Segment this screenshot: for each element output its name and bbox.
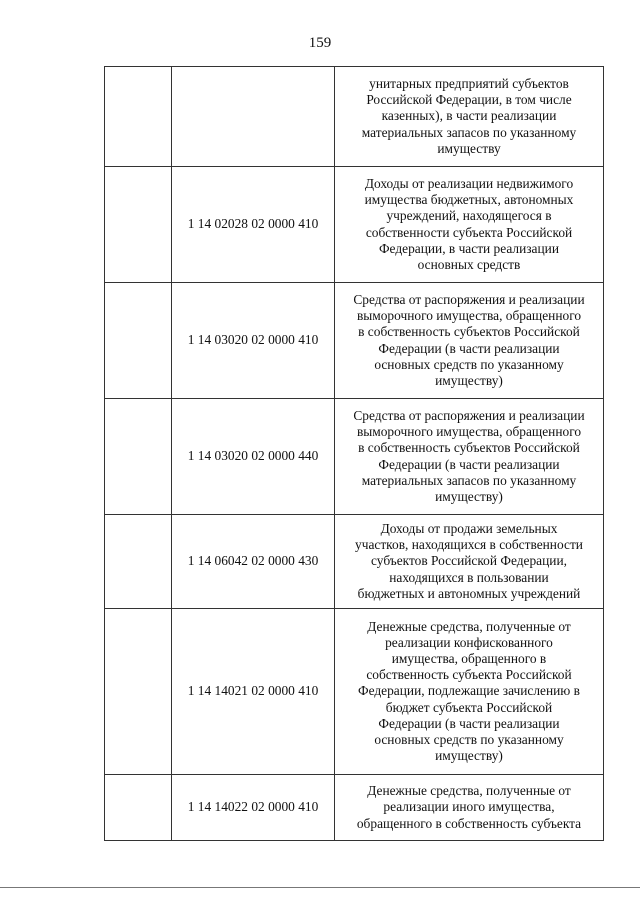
description-line: имуществу): [435, 748, 503, 764]
description-line: выморочного имущества, обращенного: [356, 424, 582, 440]
row-number-cell: [105, 167, 172, 283]
description-line: находящихся в пользовании: [389, 569, 549, 585]
table-row: [105, 609, 604, 775]
row-number-cell: [105, 775, 172, 841]
description-line: имущества бюджетных, автономных: [364, 192, 574, 208]
row-number-cell: [105, 67, 172, 167]
description-line: Средства от распоряжения и реализации: [353, 407, 585, 423]
table-row: [105, 399, 604, 515]
budget-code-cell: [172, 67, 335, 167]
description-line: реализации иного имущества,: [383, 799, 555, 815]
description-line: имуществу): [435, 488, 503, 504]
description-line: обращенного в собственность субъекта: [356, 815, 582, 831]
description-line: Доходы от реализации недвижимого: [364, 175, 574, 191]
description-cell: [335, 283, 604, 399]
description-line: в собственность субъектов Российской: [358, 324, 580, 340]
description-line: имуществу: [437, 140, 501, 156]
row-number-cell: [105, 399, 172, 515]
description-line: собственность субъекта Российской: [366, 667, 572, 683]
budget-code-cell: 1 14 06042 02 0000 430: [172, 515, 335, 609]
description-line: Федерации (в части реализации: [378, 340, 560, 356]
description-line: Средства от распоряжения и реализации: [353, 291, 585, 307]
description-line: Доходы от продажи земельных: [380, 520, 558, 536]
bottom-rule: [0, 887, 640, 888]
budget-code-table: [104, 66, 604, 841]
budget-code-cell: 1 14 03020 02 0000 440: [172, 399, 335, 515]
budget-code-cell: 1 14 14021 02 0000 410: [172, 609, 335, 775]
description-line: основных средств по указанному: [374, 356, 564, 372]
description-line: в собственность субъектов Российской: [358, 440, 580, 456]
description-line: материальных запасов по указанному: [361, 124, 577, 140]
row-number-cell: [105, 609, 172, 775]
row-number-cell: [105, 515, 172, 609]
description-line: Федерации, подлежащие зачислению в: [358, 683, 580, 699]
description-line: имуществу): [435, 372, 503, 388]
description-line: Федерации, в части реализации: [378, 240, 560, 256]
row-number-cell: [105, 283, 172, 399]
description-cell: [335, 515, 604, 609]
description-cell: [335, 609, 604, 775]
description-line: Федерации (в части реализации: [378, 715, 560, 731]
description-line: Денежные средства, полученные от: [367, 783, 571, 799]
description-line: Денежные средства, полученные от: [367, 618, 571, 634]
table-row: [105, 67, 604, 167]
description-line: унитарных предприятий субъектов: [369, 75, 569, 91]
budget-code-cell: 1 14 14022 02 0000 410: [172, 775, 335, 841]
description-line: собственности субъекта Российской: [365, 224, 573, 240]
table-row: [105, 515, 604, 609]
description-line: бюджетных и автономных учреждений: [357, 585, 581, 601]
description-line: основных средств по указанному: [374, 732, 564, 747]
description-line: имущества, обращенного в: [391, 650, 547, 666]
budget-code-cell: 1 14 03020 02 0000 410: [172, 283, 335, 399]
page-number: 159: [308, 35, 332, 51]
description-line: основных средств: [417, 256, 521, 272]
budget-code-cell: 1 14 02028 02 0000 410: [172, 167, 335, 283]
table-row: [105, 775, 604, 841]
description-line: казенных), в части реализации: [381, 108, 557, 124]
description-cell: [335, 775, 604, 841]
description-cell: [335, 67, 604, 167]
description-line: участков, находящихся в собственности: [355, 537, 583, 553]
description-line: учреждений, находящегося в: [386, 208, 552, 224]
description-cell: [335, 399, 604, 515]
description-line: Российской Федерации, в том числе: [366, 92, 572, 108]
description-line: Федерации (в части реализации: [378, 456, 560, 472]
description-line: выморочного имущества, обращенного: [356, 308, 582, 324]
table-row: [105, 283, 604, 399]
description-line: субъектов Российской Федерации,: [371, 553, 567, 569]
table-row: [105, 167, 604, 283]
description-line: бюджет субъекта Российской: [385, 699, 553, 715]
description-line: материальных запасов по указанному: [361, 472, 577, 488]
description-line: реализации конфискованного: [385, 634, 553, 650]
description-cell: [335, 167, 604, 283]
